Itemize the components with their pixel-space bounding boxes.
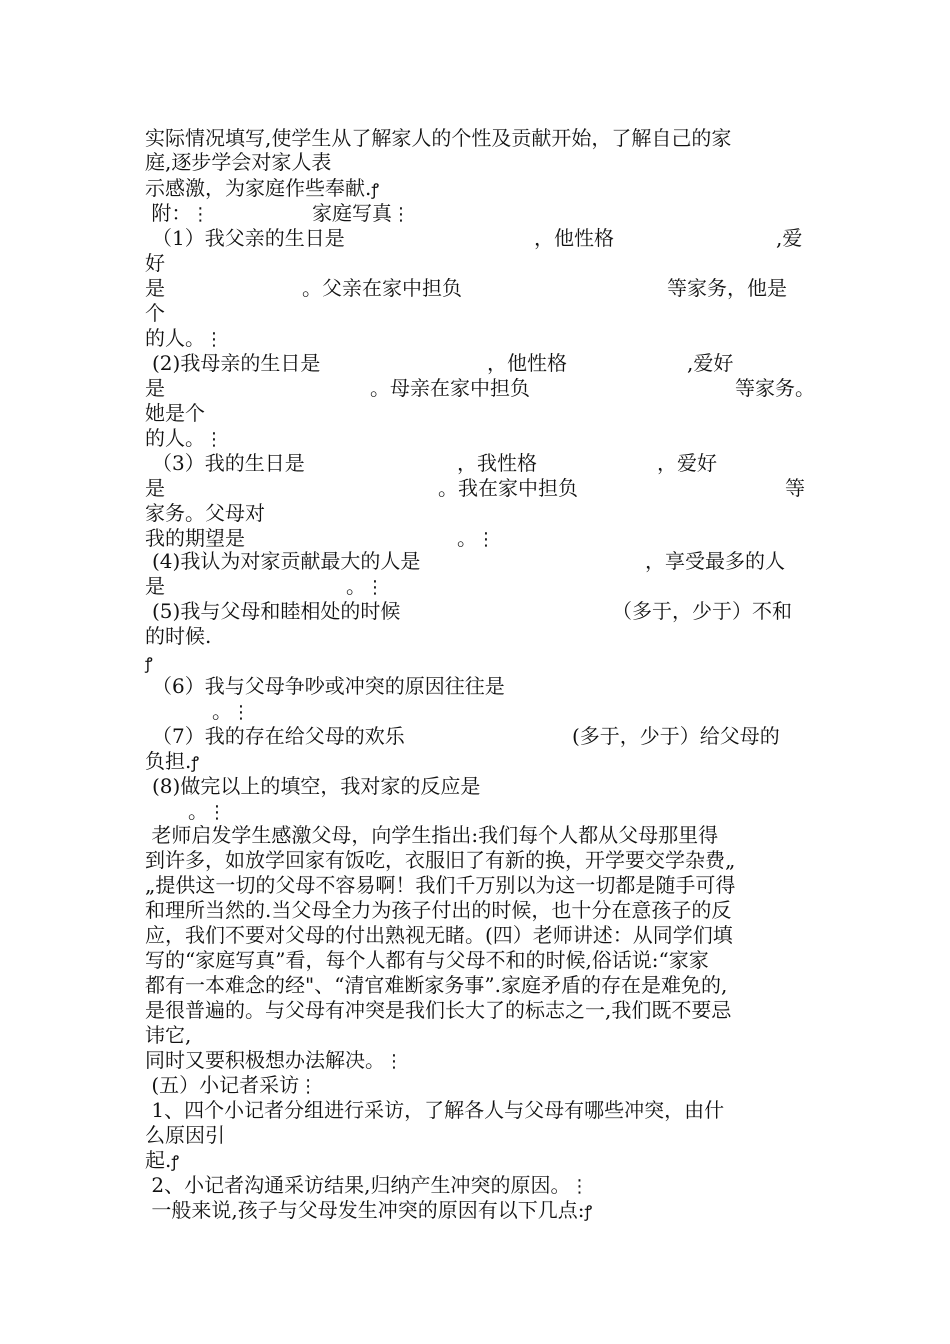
form-line: （3）我的生日是 [152,451,305,475]
text-line: 么原因引 [145,1123,225,1147]
form-text: ,爱 [776,226,803,250]
form-line: (2)我母亲的生日是 [152,351,321,375]
dots-mark-icon: ⋮ [205,429,221,450]
form-text: 是 [145,376,165,400]
text-line: 同时又要积极想办法解决。⋮ [145,1048,401,1072]
form-text: ，我性格 [457,451,537,475]
form-text: 。我在家中担负 [438,476,578,500]
dots-mark-icon: ⋮ [570,1176,587,1197]
form-text: 家务。父母对 [145,501,265,525]
form-text: 等 [785,476,805,500]
form-text: 她是个 [145,401,205,425]
text-line: 1、四个小记者分组进行采访，了解各人与父母有哪些冲突，由什 [145,1098,725,1122]
form-line: （7）我的存在给父母的欢乐 [152,724,405,748]
text-line: 是很普遍的。与父母有冲突是我们长大了的标志之一,我们既不要忌 [145,998,732,1022]
form-text: ，他性格 [487,351,567,375]
form-text: 我的期望是 [145,526,245,550]
paragraph-mark-icon: ꝭ [191,753,199,772]
dots-mark-icon: ⋮ [205,329,221,350]
form-text: ，他性格 [534,226,614,250]
paragraph-mark-icon: ꝭ [371,180,379,199]
text-line: 讳它, [145,1023,192,1047]
form-text: 的人。⋮ [145,326,221,350]
form-text: 。⋮ [346,574,382,598]
form-text: 是 [145,574,165,598]
text-line: 写的“家庭写真”看，每个人都有与父母不和的时候,俗话说:“家家 [145,948,709,972]
form-text: 好 [145,251,165,275]
text-line: 庭,逐步学会对家人表 [145,150,332,174]
form-text: 是 [145,476,165,500]
form-text: (多于，少于）给父母的 [572,724,780,748]
form-line: (5)我与父母和睦相处的时候 [152,599,401,623]
section-title: 家庭写真⋮ [312,201,408,225]
text-line: 一般来说,孩子与父母发生冲突的原因有以下几点:ꝭ [145,1198,593,1222]
form-text: 。⋮ [188,799,224,823]
form-text: （多于，少于）不和 [612,599,792,623]
form-text: 。母亲在家中担负 [370,376,530,400]
dots-mark-icon: ⋮ [392,204,408,225]
text-line: 到许多，如放学回家有饭吃，衣服旧了有新的换，开学要交学杂费„ [145,848,736,872]
dots-mark-icon: ⋮ [208,802,224,823]
dots-mark-icon: ⋮ [299,1076,316,1097]
text-line: 应，我们不要对父母的付出熟视无睹。(四）老师讲述：从同学们填 [145,923,733,947]
form-text: 。⋮ [212,699,248,723]
form-text: 的时候. [145,624,212,648]
text-line: 实际情况填写,使学生从了解家人的个性及贡献开始，了解自己的家 [145,126,732,150]
paragraph-mark-icon: ꝭ [171,1152,179,1171]
paragraph-mark-icon: ꝭ [145,654,153,673]
form-text: ,爱好 [687,351,734,375]
form-text: 是 [145,276,165,300]
form-line: (8)做完以上的填空，我对家的反应是 [152,774,481,798]
dots-mark-icon: ⋮ [366,577,382,598]
form-text [145,650,153,676]
text-line: 附：⋮ [145,201,208,225]
form-line: （1）我父亲的生日是 [152,226,345,250]
form-text: 等家务。 [735,376,815,400]
form-text: 负担.ꝭ [145,749,199,773]
form-text: ，爱好 [657,451,717,475]
paragraph-mark-icon: ꝭ [584,1202,593,1221]
section-heading: (五）小记者采访⋮ [145,1073,316,1097]
form-line: (4)我认为对家贡献最大的人是 [152,549,421,573]
text-line: 起.ꝭ [145,1148,179,1172]
form-text: 等家务，他是 [667,276,787,300]
dots-mark-icon: ⋮ [191,204,208,225]
dots-mark-icon: ⋮ [477,529,493,550]
text-line: „提供这一切的父母不容易啊！我们千万别以为这一切都是随手可得 [145,873,736,897]
form-text: 个 [145,301,165,325]
form-text: 。⋮ [457,526,493,550]
text-line: 都有一本难念的经"、“清官难断家务事”.家庭矛盾的存在是难免的, [145,973,728,997]
text-line: 和理所当然的.当父母全力为孩子付出的时候，也十分在意孩子的反 [145,898,732,922]
form-text: ，享受最多的人 [645,549,785,573]
form-line: （6）我与父母争吵或冲突的原因往往是 [152,674,505,698]
text-line: 2、小记者沟通采访结果,归纳产生冲突的原因。⋮ [145,1173,587,1197]
text-line: 老师启发学生感激父母，向学生指出:我们每个人都从父母那里得 [145,823,719,847]
dots-mark-icon: ⋮ [232,702,248,723]
text-line: 示感激，为家庭作些奉献.ꝭ [145,176,379,200]
dots-mark-icon: ⋮ [385,1051,401,1072]
form-text: 。父亲在家中担负 [302,276,462,300]
form-text: 的人。⋮ [145,426,221,450]
